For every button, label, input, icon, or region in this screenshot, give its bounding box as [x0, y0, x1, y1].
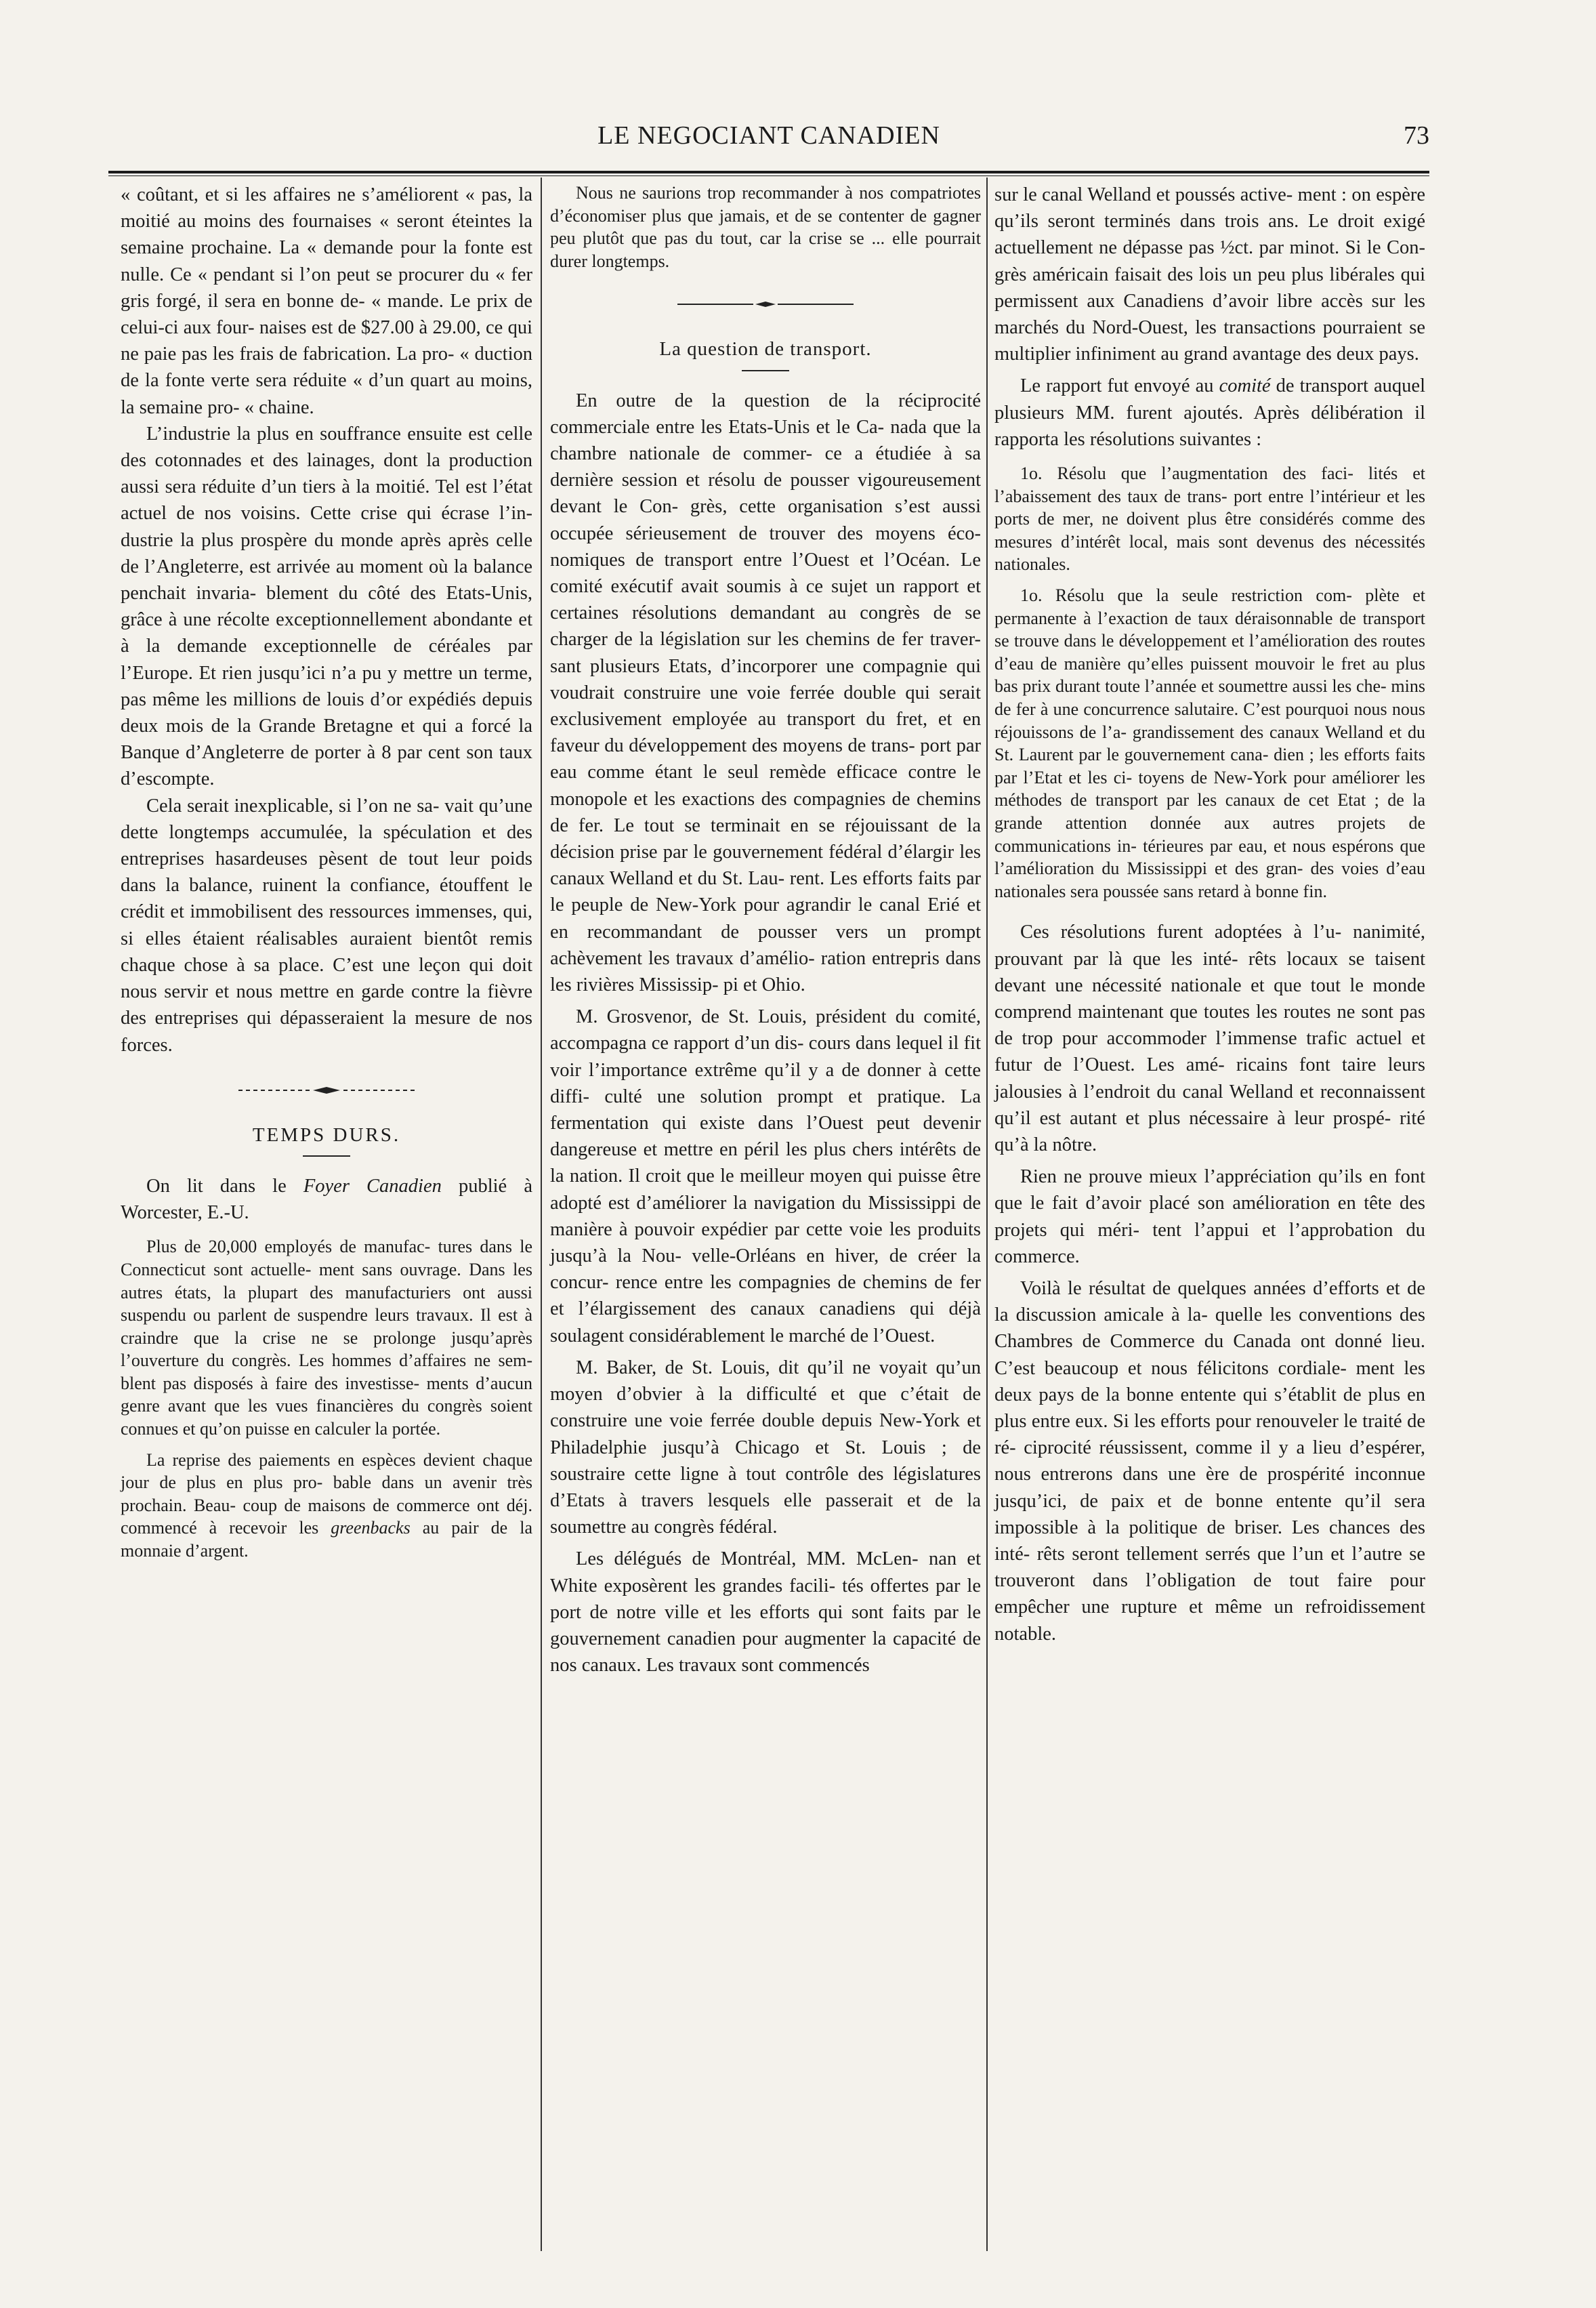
paragraph: L’industrie la plus en souffrance ensuite est celle des cotonnades et des lainages, dont la production aussi sera réduite d’un tiers à la moitié. Tel est l’état actuel de nos voisins. Cette crise qui écrase l’in- dustrie la plus prospère du monde après après celle de l’Angleterre, est arrivée au moment où la balance penchait invaria- blement du côté des Etats-Unis, grâce à une récolte exceptionnellement abondante et à la demande exceptionnelle de céréales par l’Europe. Et rien jusqu’ici n’a pu y mettre un terme, pas même les millions de louis d’or expédiés depuis deux mois de la Grande Bretagne et qui a forcé la Banque d’Angleterre de porter à 8 par cent son taux d’escompte. [121, 423, 532, 790]
paragraph: Nous ne saurions trop recommander à nos compatriotes d’économiser plus que jamais, et de se contenter de gagner peu plutôt que pas du tout, car la crise se ... elle pourrait durer longtemps. [550, 183, 981, 271]
article-heading-temps-durs: TEMPS DURS. [252, 1124, 401, 1146]
column-right [994, 182, 1425, 1647]
ornament-divider [677, 300, 854, 309]
paragraph: La reprise des paiements en espèces devient chaque jour de plus en plus pro- bable dans un avenir très prochain. Beau- coup de maisons de commerce ont déj. commencé à recevoir les greenbacks au pair de la monnaie d’argent. [121, 1449, 532, 1561]
paragraph: Cela serait inexplicable, si l’on ne sa- vait qu’une dette longtemps accumulée, la spéculation et des entreprises hasardeuses pèsent de tout leur poids dans la balance, ruinent la confiance, étouffent le crédit et immobilisent des ressources immenses, qui, si elles étaient réalisables auraient bientôt remis chaque chose à sa place. C’est une leçon qui doit nous servir et nous mettre en garde contre la fièvre des entreprises qui dépasseraient la mesure de nos forces. [121, 795, 532, 1056]
paragraph: Rien ne prouve mieux l’appréciation qu’ils en font que le fait d’avoir placé son amélioration en tête des projets qui méri- tent l’appui et l’approbation du commerce. [994, 1166, 1425, 1267]
page-header [108, 121, 1429, 161]
resolution: 1o. Résolu que l’augmentation des faci- lités et l’abaissement des taux de trans- port entre l’intérieur et les ports de mer, ne doivent plus être considérés comme des mesures d’intérêt local, mais sont devenus des nécessités nationales. [994, 463, 1425, 575]
paragraph: Voilà le résultat de quelques années d’efforts et de la discussion amicale à la- quelle les conventions des Chambres de Commerce du Canada ont donné lieu. C’est beaucoup et nous félicitons cordiale- ment les deux pays de la bonne entente qui s’établit de plus en plus entre eux. Si les efforts pour renouveler le traité de ré- ciprocité réussissent, comme il y a lieu d’espérer, nous entrerons dans une ère de prospérité inconnue jusqu’ici, de paix et de bonne entente qu’il sera impossible à la politique de briser. Les chances des inté- rêts seront tellement serrés que l’un et l’autre se trouveront dans l’obligation de tout faire pour empêcher une rupture et même un refroidissement notable. [994, 1277, 1425, 1645]
column-left [121, 182, 532, 1571]
paragraph: Ces résolutions furent adoptées à l’u- nanimité, prouvant par là que les inté- rêts locaux se taisent devant une nécessité nationale et que tout le monde comprend maintenant que toutes les routes ne sont pas de trop pour accommoder l’immense trafic actuel et futur de l’Ouest. Les amé- ricains font taire leurs jalousies à l’endroit du canal Welland et reconnaissent qu’il est autant et plus nécessaire à leur prospé- rité qu’à la nôtre. [994, 922, 1425, 1155]
column-middle [550, 182, 981, 1678]
paragraph: Le rapport fut envoyé au comité de transport auquel plusieurs MM. furent ajoutés. Après délibération il rapporta les résolutions suivantes : [994, 375, 1425, 450]
newspaper-title: LE NEGOCIANT CANADIEN [597, 121, 940, 150]
paragraph: Les délégués de Montréal, MM. McLen- nan et White exposèrent les grandes facili- tés offertes par le port de notre ville et les efforts qui sont faits par le gouvernement canadien pour augmenter la capacité de nos canaux. Les travaux sont commencés [550, 1548, 981, 1676]
heading-rule [742, 370, 789, 371]
heading-rule [303, 1155, 350, 1157]
resolution: 1o. Résolu que la seule restriction com- plète et permanente à l’exaction de taux déraisonnable de transport se trouve dans le développement et l’amélioration des routes d’eau de manière qu’elles puissent mouvoir le fret au plus bas prix durant toute l’année et soumettre aussi les che- mins de fer à une concurrence salutaire. C’est pourquoi nous nous réjouissons de l’a- grandissement des canaux Welland et du St. Laurent par le gouvernement cana- dien ; les efforts faits par l’Etat et les ci- toyens de New-York pour améliorer les méthodes de transport par les canaux de cet Etat ; de la grande attention donnée aux autres projets de communications in- térieures par eau, et nous espérons que l’amélioration du Mississippi et des gran- des voies d’eau nationales sera poussée sans retard à bonne fin. [994, 585, 1425, 901]
page-number: 73 [1404, 121, 1429, 150]
paragraph: En outre de la question de la réciprocité commerciale entre les Etats-Unis et le Ca- nada que la chambre nationale de commer- ce a étudiée à sa dernière session et résolu de pousser vigoureusement devant le Con- grès, cette organisation s’est aussi occupée sérieusement de trouver des moyens éco- nomiques de transport entre l’Ouest et l’Océan. Le comité exécutif avait soumis à ce sujet un rapport et certaines résolutions demandant au congrès de se charger de la législation sur les chemins de fer traver- sant plusieurs Etats, d’incorporer une compagnie qui voudrait construire une voie ferrée double qui serait exclusivement employée au transport du fret, et en faveur du développement des moyens de trans- port par eau comme étant le seul remède efficace contre le monopole et les exactions des compagnies de chemins de fer. Le tout se terminait en se réjouissant de la décision prise par le gouvernement fédéral d’élargir les canaux Welland et du St. Lau- rent. Les efforts faits par le peuple de New-York pour agrandir le canal Erié et en recommandant de pousser vers un prompt achèvement les travaux d’amélio- ration entrepris dans les rivières Mississip- pi et Ohio. [550, 390, 981, 996]
column-divider [541, 178, 542, 2251]
quoted-text [121, 1235, 532, 1562]
paragraph: M. Baker, de St. Louis, dit qu’il ne voyait qu’un moyen d’obvier à la difficulté et que c’était de construire une voie ferrée double depuis New-York et Philadelphie jusqu’à Chicago et St. Louis ; de soustraire cette ligne à tout contrôle des législatures d’Etats à travers lesquels elle passerait et de la soumettre au congrès fédéral. [550, 1357, 981, 1538]
paragraph: Plus de 20,000 employés de manufac- tures dans le Connecticut sont actuelle- ment sans ouvrage. Dans les autres états, la plupart des manufacturiers ont aussi suspendu ou parlent de suspendre leurs travaux. Il est à craindre que la crise ne se prolonge jusqu’après l’ouverture du congrès. Les hommes d’affaires ne sem- blent pas disposés à faire des investisse- ments d’aucun genre avant que les vues financières du congrès soient connues et qu’on puisse en calculer la portée. [121, 1237, 532, 1439]
article-continuation: « coûtant, et si les affaires ne s’améliorent « pas, la moitié au moins des fournaises « seront éteintes la semaine prochaine. La « demande pour la fonte est nulle. Ce « pendant si l’on peut se procurer du « fer gris forgé, il sera en bonne de- « mande. Le prix de celui-ci aux four- naises est de $27.00 à 29.00, ce qui ne paie pas les frais de fabrication. La pro- « duction de la fonte verte sera réduite « d’un quart au moins, la semaine pro- « chaine. [121, 184, 532, 418]
resolutions [994, 462, 1425, 903]
article-heading-question-transport: La question de transport. [659, 338, 872, 360]
header-rule [108, 171, 1429, 176]
article-intro: On lit dans le Foyer Canadien publié à Worcester, E.-U. [121, 1175, 532, 1224]
paragraph: M. Grosvenor, de St. Louis, président du comité, accompagna ce rapport d’un dis- cours dans lequel il fit voir l’importance extrême qu’il y a de donner à cette diffi- culté une solution prompt et pratique. La fermentation qui existe dans l’Ouest peut devenir dangereuse et mettre en péril les plus chers intérêts de la nation. Il croit que le meilleur moyen qui puisse être adopté est d’améliorer la navigation du Mississippi de manière à pouvoir expédier par cette voie les produits jusqu’à la Nou- velle-Orléans en hiver, de créer la concur- rence entre les compagnies de chemins de fer et l’élargissement des canaux canadiens qui déjà soulagent considérablement le marché de l’Ouest. [550, 1006, 981, 1346]
column-divider [986, 178, 988, 2251]
paragraph: sur le canal Welland et poussés active- ment : on espère qu’ils seront terminés dans trois ans. Le droit exigé actuellement ne dépasse pas ½ct. par minot. Si le Con- grès américain faisait des lois un peu plus libérales qui permissent aux Canadiens d’avoir libre accès sur les marchés du Nord-Ouest, les transactions pourraient se multiplier infiniment au grand avantage des deux pays. [994, 184, 1425, 365]
ornament-divider [238, 1086, 415, 1095]
